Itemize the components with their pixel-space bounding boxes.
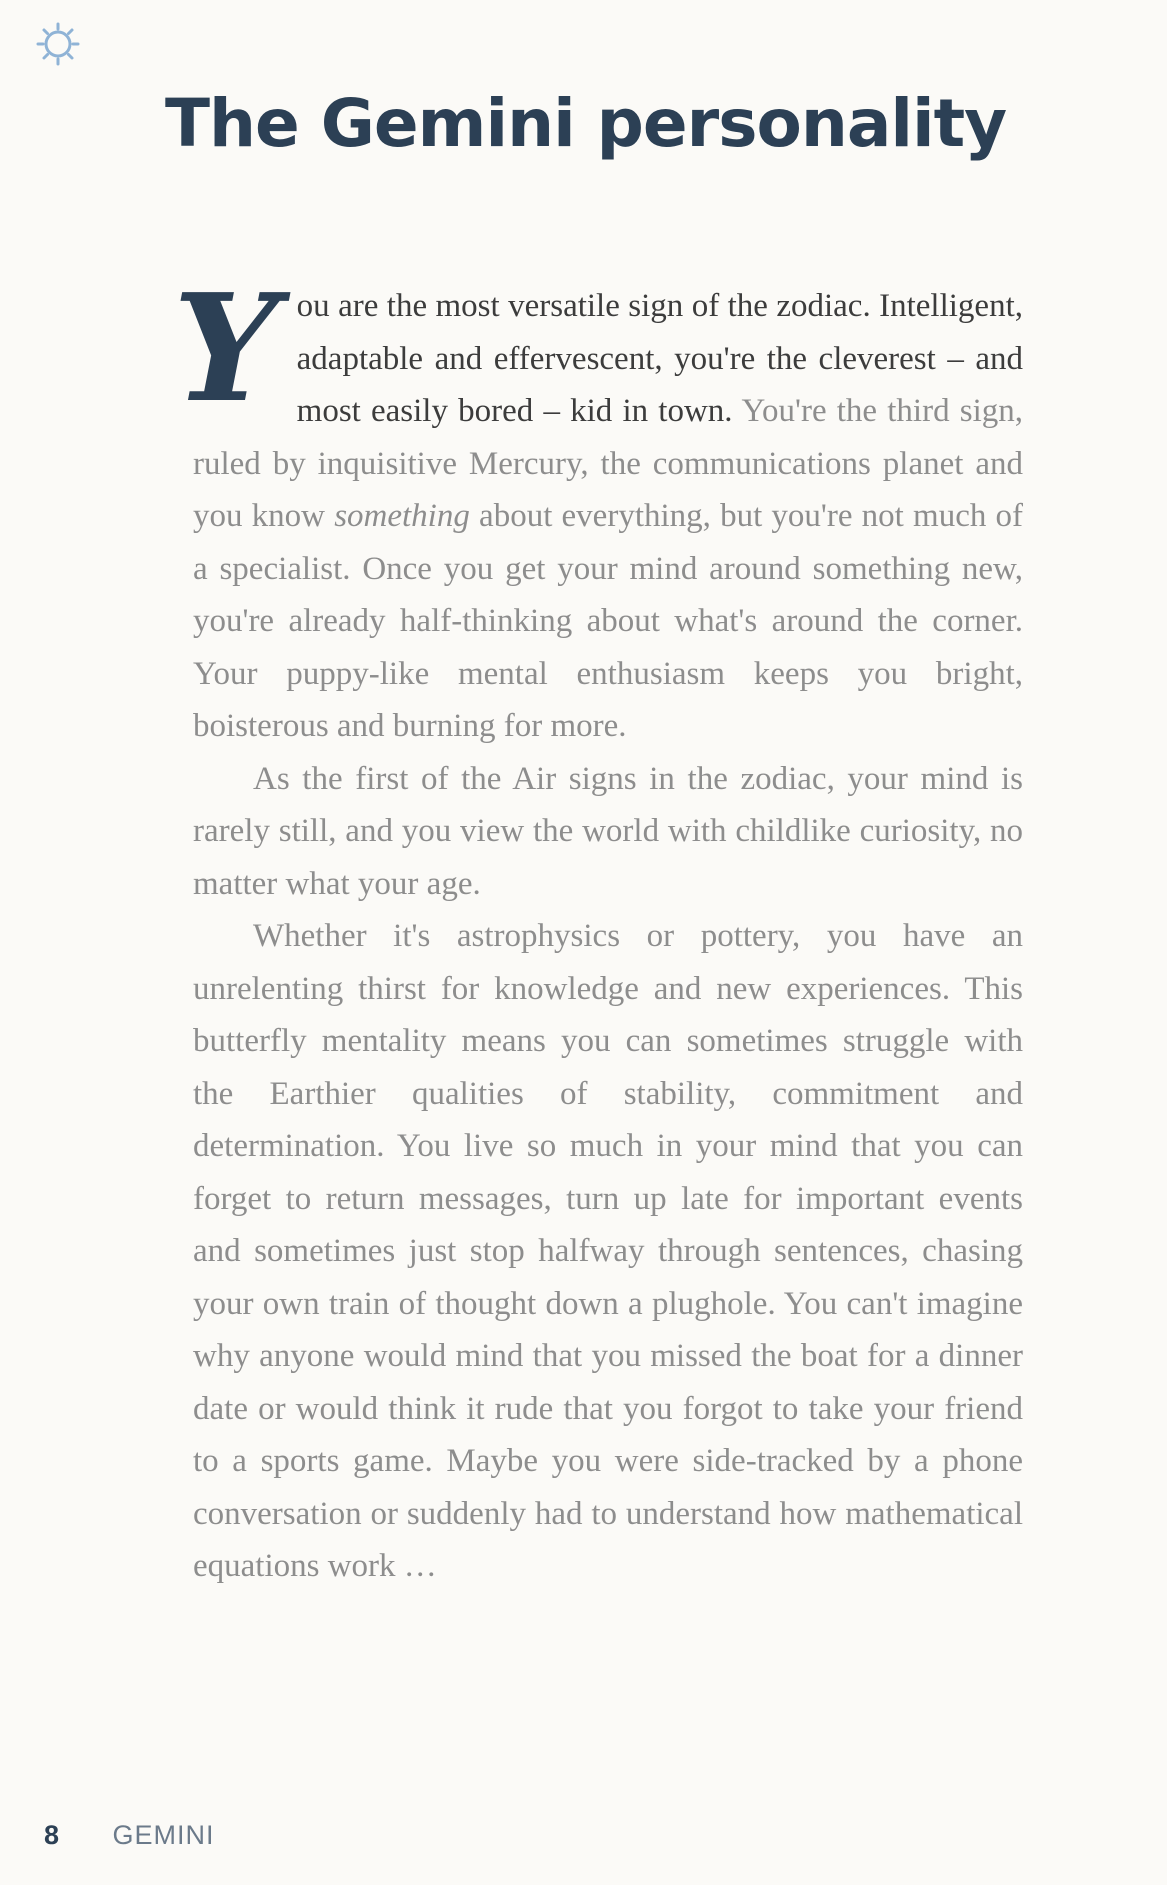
running-head: GEMINI xyxy=(112,1820,215,1850)
page-footer xyxy=(44,1820,215,1851)
body-text xyxy=(173,261,1023,1593)
paragraph-1-text-a: You're the third sign, ruled by inquisitive Mercury, the communications planet and you know xyxy=(193,393,1023,534)
sun-icon xyxy=(36,22,80,66)
paragraph-2: As the first of the Air signs in the zodiac, your mind is rarely still, and you view the world with childlike curiosity, no matter what your age. xyxy=(193,760,1023,902)
paragraph-1-text-b: about everything, but you're not much of a specialist. Once you get your mind around something new, you're already half-thinking about what's around the corner. Your puppy-like mental enthusiasm keeps you bright, boisterous and burning for more. xyxy=(193,498,1023,744)
page-number: 8 xyxy=(44,1820,61,1850)
lead-text: ou are the most versatile sign of the zodiac. Intelligent, adaptable and effervescent, you're the cleverest – and most easily bored – kid in town. xyxy=(296,288,1023,429)
emphasis-text: something xyxy=(334,498,470,534)
paragraph-3: Whether it's astrophysics or pottery, you have an unrelenting thirst for knowledge and new experiences. This butterfly mentality means you can sometimes struggle with the Earthier qualities of stability, commitment and determination. You live so much in your mind that you can forget to return messages, turn up late for important events and sometimes just stop halfway through sentences, chasing your own train of thought down a plughole. You can't imagine why anyone would mind that you missed the boat for a dinner date or would think it rude that you forgot to take your friend to a sports game. Maybe you were side-tracked by a phone conversation or suddenly had to understand how mathematical equations work … xyxy=(193,918,1023,1584)
page-title: The Gemini personality xyxy=(165,85,1007,162)
drop-cap: Y xyxy=(173,261,279,435)
paragraph-1 xyxy=(173,261,1023,753)
